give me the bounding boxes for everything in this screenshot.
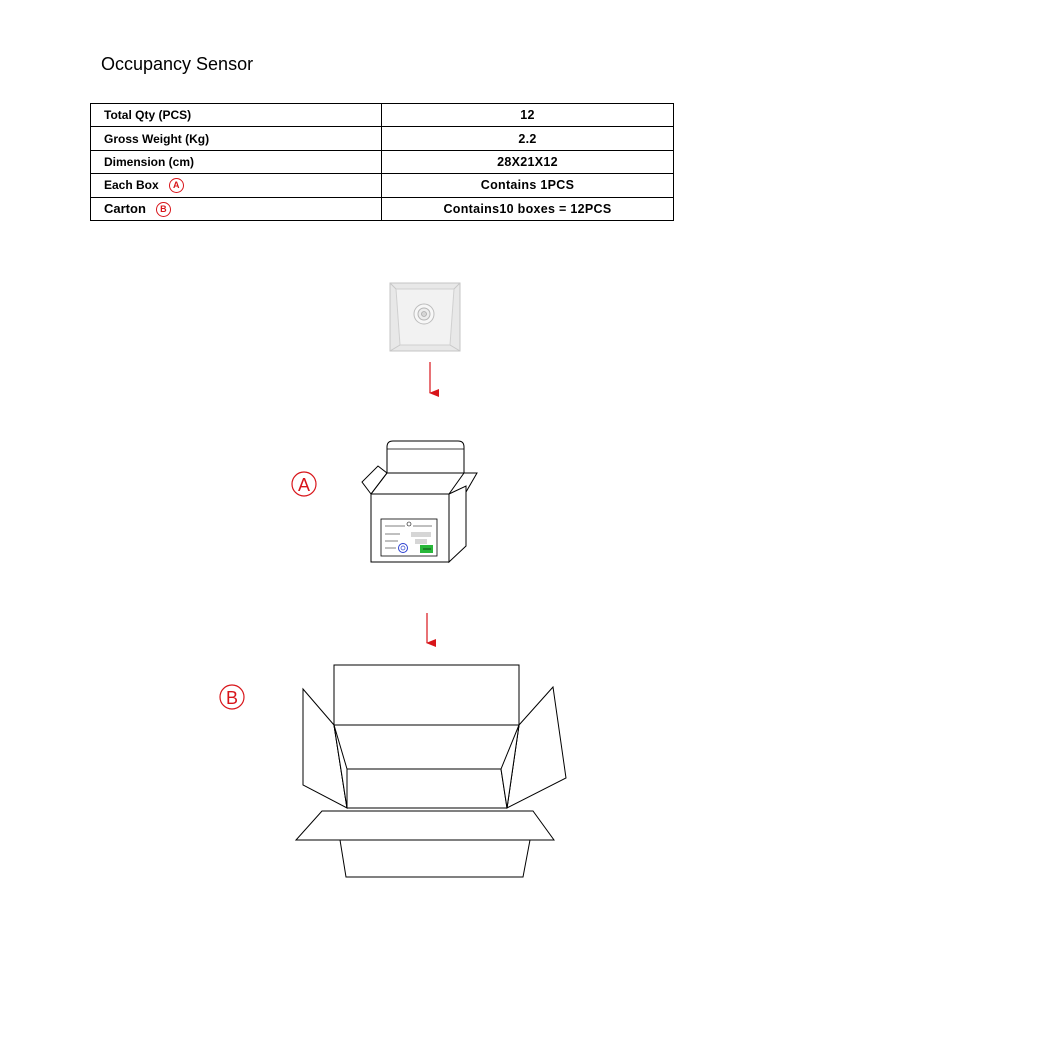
row-value: 12 <box>382 104 674 127</box>
marker-b-badge: B <box>156 202 171 217</box>
row-label: Total Qty (PCS) <box>91 104 382 127</box>
row-label: Each Box <box>104 177 159 192</box>
row-label: Carton <box>104 200 146 216</box>
carton-drawing <box>296 665 566 877</box>
marker-b-label: B <box>225 688 239 708</box>
row-value: Contains10 boxes = 12PCS <box>382 197 674 220</box>
sensor-product-image <box>390 283 460 351</box>
marker-a-badge: A <box>169 178 184 193</box>
row-label: Dimension (cm) <box>91 150 382 173</box>
row-value: Contains 1PCS <box>382 174 674 197</box>
page-title: Occupancy Sensor <box>101 54 254 74</box>
row-label: Gross Weight (Kg) <box>91 127 382 150</box>
row-value: 28X21X12 <box>382 150 674 173</box>
each-box-drawing <box>362 441 477 562</box>
row-value: 2.2 <box>382 127 674 150</box>
marker-a-label: A <box>297 475 311 495</box>
